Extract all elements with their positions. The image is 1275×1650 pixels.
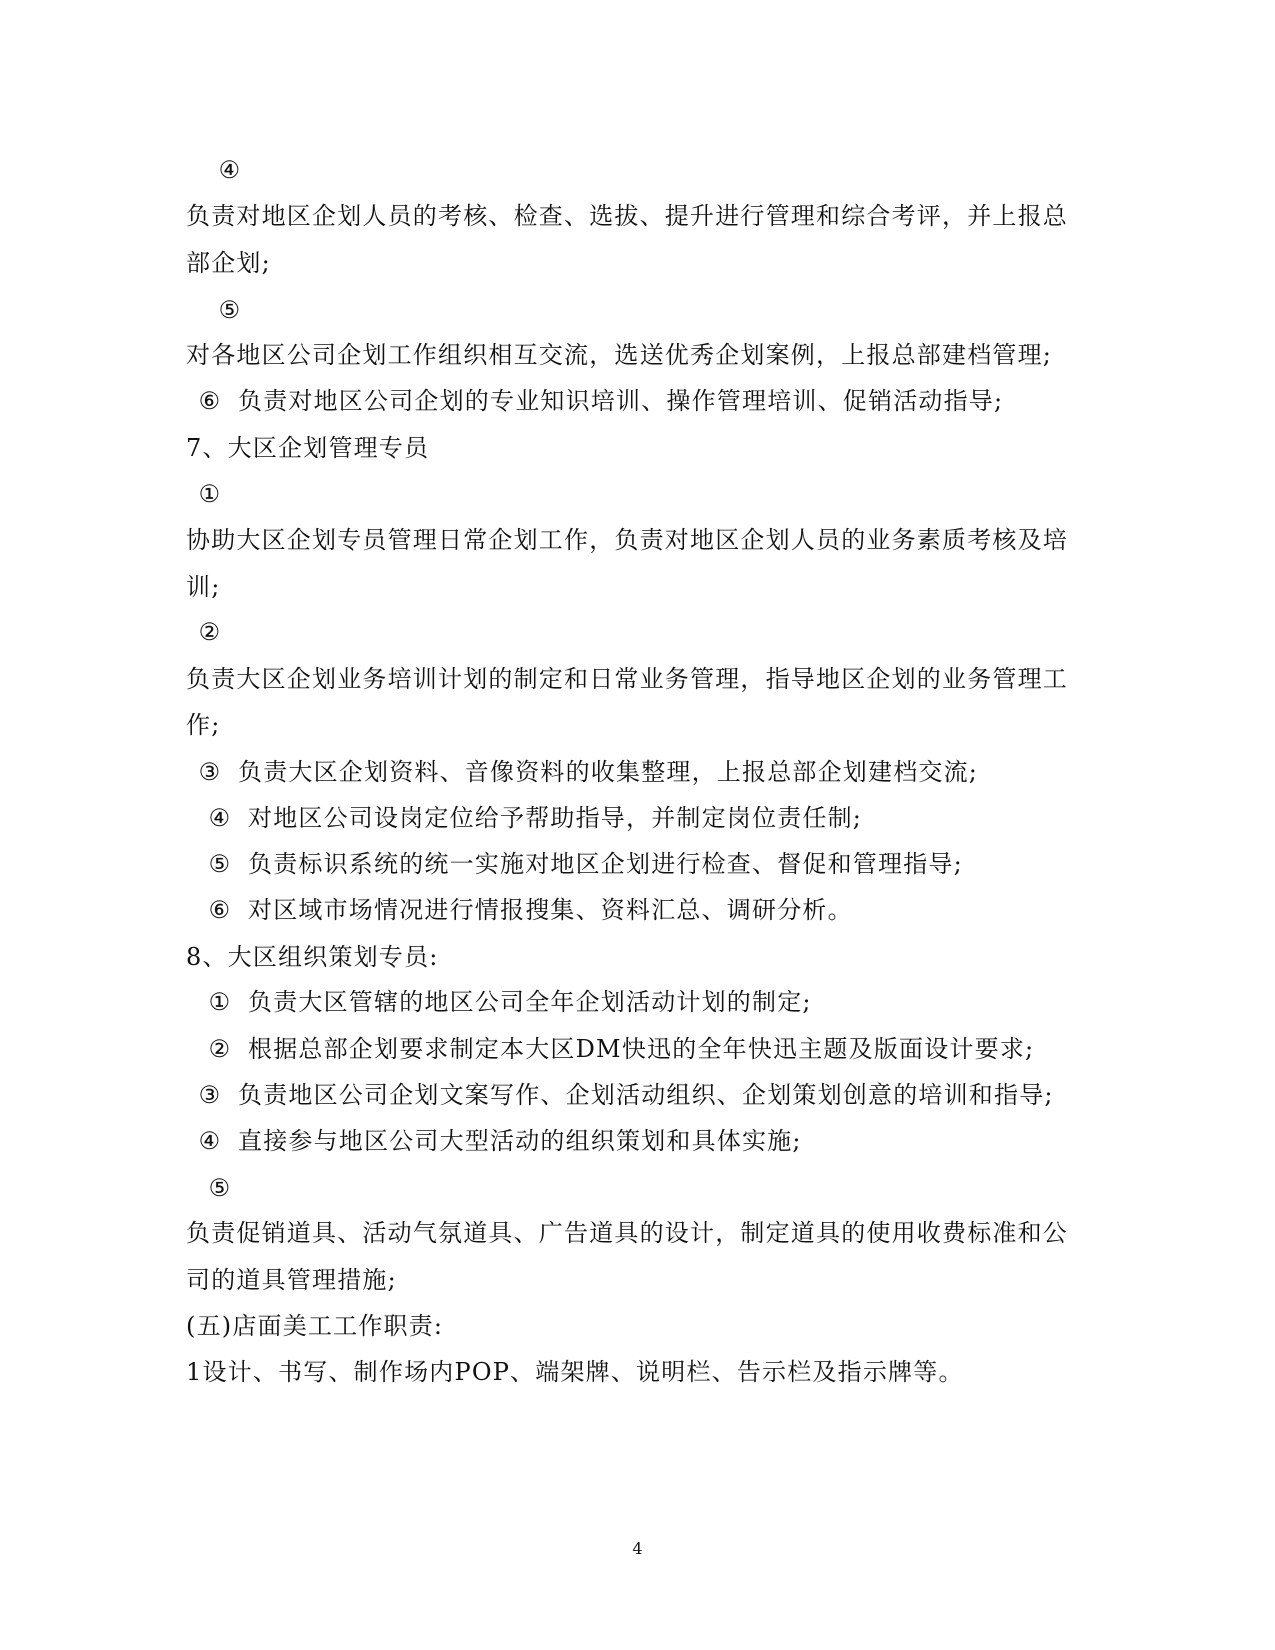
numbered-item: [196, 1080, 1054, 1110]
paragraph-line: [186, 664, 1068, 694]
line-text: 负责对地区企划人员的考核、检查、选拔、提升进行管理和综合考评，并上报总: [186, 202, 1068, 230]
line-text: 负责大区管辖的地区公司全年企划活动计划的制定;: [248, 988, 812, 1016]
line-text: 1设计、书写、制作场内POP、端架牌、说明栏、告示栏及指示牌等。: [186, 1358, 964, 1386]
paragraph-line: [186, 201, 1068, 231]
line-text: 直接参与地区公司大型活动的组织策划和具体实施;: [238, 1127, 802, 1155]
line-text: 训;: [186, 573, 221, 601]
line-text: 部企划;: [186, 249, 271, 277]
numbered-item: [196, 386, 1003, 416]
page-number: 4: [632, 1539, 643, 1558]
line-text: 对地区公司设岗定位给予帮助指导，并制定岗位责任制;: [248, 804, 863, 832]
list-marker: ②: [198, 618, 222, 646]
list-marker: ⑥: [208, 896, 232, 924]
line-circled-4: [216, 155, 258, 185]
paragraph-line: [186, 710, 221, 740]
line-circled-2: [196, 617, 238, 647]
line-circled-5: [206, 1173, 248, 1203]
line-text: 作;: [186, 711, 221, 739]
list-marker: ③: [198, 1081, 222, 1109]
list-marker: ④: [198, 1127, 222, 1155]
line-text: 负责大区企划资料、音像资料的收集整理，上报总部企划建档交流;: [238, 758, 979, 786]
line-text: 协助大区企划专员管理日常企划工作，负责对地区企划人员的业务素质考核及培: [186, 526, 1068, 554]
line-text: 司的道具管理措施;: [186, 1266, 397, 1294]
numbered-item: [206, 849, 963, 879]
list-marker: ②: [208, 1035, 232, 1063]
list-marker: ④: [208, 804, 232, 832]
paragraph-line: [186, 1357, 964, 1387]
paragraph-line: [186, 340, 1052, 370]
line-text: 负责对地区公司企划的专业知识培训、操作管理培训、促销活动指导;: [238, 387, 1004, 415]
numbered-item: [206, 1034, 1034, 1064]
line-text: 负责标识系统的统一实施对地区企划进行检查、督促和管理指导;: [248, 850, 963, 878]
line-circled-5: [216, 295, 258, 325]
numbered-item: [206, 987, 812, 1017]
paragraph-line: [186, 1218, 1068, 1248]
paragraph-line: [186, 248, 271, 278]
line-text: 根据总部企划要求制定本大区DM快迅的全年快迅主题及版面设计要求;: [248, 1035, 1035, 1063]
line-text: 对区域市场情况进行情报搜集、资料汇总、调研分析。: [248, 896, 853, 924]
numbered-item: [206, 803, 862, 833]
list-marker: ⑤: [218, 296, 242, 324]
line-circled-1: [196, 479, 238, 509]
line-text: 负责地区公司企划文案写作、企划活动组织、企划策划创意的培训和指导;: [238, 1081, 1054, 1109]
heading-text: (五)店面美工工作职责:: [186, 1312, 444, 1340]
list-marker: ⑥: [198, 387, 222, 415]
list-marker: ③: [198, 758, 222, 786]
numbered-item: [196, 757, 978, 787]
list-marker: ④: [218, 156, 242, 184]
paragraph-line: [186, 1265, 397, 1295]
heading-text: 7、大区企划管理专员: [186, 434, 430, 462]
list-marker: ①: [198, 480, 222, 508]
section-heading: [186, 942, 439, 972]
heading-text: 8、大区组织策划专员:: [186, 943, 439, 971]
paragraph-line: [186, 525, 1068, 555]
list-marker: ⑤: [208, 1174, 232, 1202]
paragraph-line: [186, 572, 221, 602]
section-heading: [186, 1311, 443, 1341]
line-text: 负责大区企划业务培训计划的制定和日常业务管理，指导地区企划的业务管理工: [186, 665, 1068, 693]
numbered-item: [196, 1126, 802, 1156]
list-marker: ①: [208, 988, 232, 1016]
line-text: 负责促销道具、活动气氛道具、广告道具的设计，制定道具的使用收费标准和公: [186, 1219, 1068, 1247]
numbered-item: [206, 895, 853, 925]
line-text: 对各地区公司企划工作组织相互交流，选送优秀企划案例，上报总部建档管理;: [186, 341, 1053, 369]
section-heading: [186, 433, 429, 463]
list-marker: ⑤: [208, 850, 232, 878]
